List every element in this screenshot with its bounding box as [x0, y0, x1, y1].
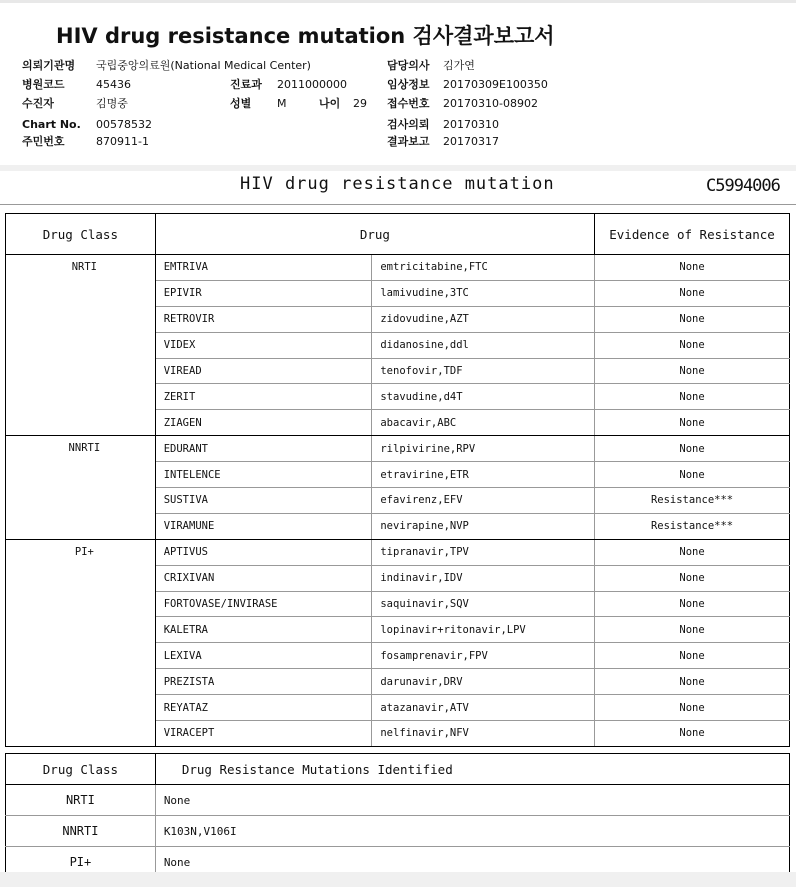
result-label: 결과보고 — [387, 135, 430, 148]
institution-label: 의뢰기관명 — [22, 59, 76, 72]
request-label: 검사의뢰 — [387, 118, 430, 131]
mutation-class-cell: PI+ — [6, 847, 156, 878]
brand-name-cell: VIREAD — [155, 358, 372, 384]
generic-name-cell: lamivudine,3TC — [372, 280, 595, 306]
test-code: C5994006 — [706, 176, 780, 196]
brand-name-cell: INTELENCE — [155, 462, 372, 488]
top-border — [0, 0, 796, 3]
mutation-table-header — [6, 754, 790, 785]
mutation-value-cell: K103N,V106I — [155, 816, 789, 847]
brand-name-cell: PREZISTA — [155, 669, 372, 695]
header-evidence: Evidence of Resistance — [595, 214, 790, 255]
generic-name-cell: darunavir,DRV — [372, 669, 595, 695]
brand-name-cell: VIRAMUNE — [155, 513, 372, 539]
evidence-cell: None — [595, 539, 790, 565]
clinical-value: 20170309E100350 — [443, 78, 548, 91]
evidence-cell: None — [595, 591, 790, 617]
age-value: 29 — [353, 97, 367, 110]
age-row — [319, 97, 367, 111]
generic-name-cell: nevirapine,NVP — [372, 513, 595, 539]
table-row — [6, 785, 790, 816]
generic-name-cell: zidovudine,AZT — [372, 306, 595, 332]
bottom-margin — [0, 872, 796, 887]
sex-value: M — [277, 97, 287, 110]
clinical-label: 임상정보 — [387, 78, 430, 91]
brand-name-cell: ZIAGEN — [155, 410, 372, 436]
sex-label: 성별 — [230, 97, 252, 110]
brand-name-cell: VIRACEPT — [155, 721, 372, 747]
generic-name-cell: saquinavir,SQV — [372, 591, 595, 617]
doctor-row — [387, 59, 475, 73]
generic-name-cell: abacavir,ABC — [372, 410, 595, 436]
request-row — [387, 118, 499, 132]
resident-label: 주민번호 — [22, 135, 65, 148]
evidence-cell: None — [595, 643, 790, 669]
brand-name-cell: CRIXIVAN — [155, 565, 372, 591]
generic-name-cell: tipranavir,TPV — [372, 539, 595, 565]
mutation-class-cell: NNRTI — [6, 816, 156, 847]
evidence-cell: None — [595, 695, 790, 721]
request-value: 20170310 — [443, 118, 499, 131]
brand-name-cell: SUSTIVA — [155, 488, 372, 514]
evidence-cell: Resistance*** — [595, 513, 790, 539]
mutation-value-cell: None — [155, 785, 789, 816]
patient-label: 수진자 — [22, 97, 54, 110]
brand-name-cell: EDURANT — [155, 436, 372, 462]
generic-name-cell: etravirine,ETR — [372, 462, 595, 488]
evidence-cell: None — [595, 721, 790, 747]
doctor-label: 담당의사 — [387, 59, 430, 72]
mutation-header-class: Drug Class — [6, 754, 156, 785]
evidence-cell: None — [595, 255, 790, 281]
brand-name-cell: RETROVIR — [155, 306, 372, 332]
brand-name-cell: KALETRA — [155, 617, 372, 643]
brand-name-cell: ZERIT — [155, 384, 372, 410]
drug-class-cell: NNRTI — [6, 436, 156, 540]
resident-row — [22, 135, 149, 149]
section-divider — [0, 204, 796, 205]
evidence-cell: None — [595, 384, 790, 410]
generic-name-cell: fosamprenavir,FPV — [372, 643, 595, 669]
generic-name-cell: nelfinavir,NFV — [372, 721, 595, 747]
evidence-cell: Resistance*** — [595, 488, 790, 514]
evidence-cell: None — [595, 358, 790, 384]
evidence-cell: None — [595, 669, 790, 695]
receipt-label: 접수번호 — [387, 97, 430, 110]
evidence-cell: None — [595, 462, 790, 488]
brand-name-cell: VIDEX — [155, 332, 372, 358]
brand-name-cell: FORTOVASE/INVIRASE — [155, 591, 372, 617]
patient-row — [22, 97, 128, 111]
receipt-value: 20170310-08902 — [443, 97, 538, 110]
generic-name-cell: rilpivirine,RPV — [372, 436, 595, 462]
age-label: 나이 — [319, 97, 341, 110]
brand-name-cell: LEXIVA — [155, 643, 372, 669]
table-row — [6, 255, 790, 281]
table-row — [6, 539, 790, 565]
generic-name-cell: indinavir,IDV — [372, 565, 595, 591]
drug-table — [5, 213, 790, 747]
generic-name-cell: emtricitabine,FTC — [372, 255, 595, 281]
report-header — [0, 0, 796, 166]
chart-row — [22, 118, 152, 132]
receipt-row — [387, 97, 538, 111]
hospital-code-value: 45436 — [96, 78, 131, 91]
drug-class-cell: NRTI — [6, 255, 156, 436]
brand-name-cell: EMTRIVA — [155, 255, 372, 281]
mutation-value-cell: None — [155, 847, 789, 878]
table-row — [6, 436, 790, 462]
evidence-cell: None — [595, 280, 790, 306]
result-value: 20170317 — [443, 135, 499, 148]
mutation-header-mutations: Drug Resistance Mutations Identified — [155, 754, 789, 785]
chart-value: 00578532 — [96, 118, 152, 131]
generic-name-cell: efavirenz,EFV — [372, 488, 595, 514]
header-drug: Drug — [155, 214, 594, 255]
generic-name-cell: stavudine,d4T — [372, 384, 595, 410]
generic-name-cell: atazanavir,ATV — [372, 695, 595, 721]
evidence-cell: None — [595, 306, 790, 332]
institution-value: 국립중앙의료원(National Medical Center) — [96, 59, 311, 72]
dept-value: 2011000000 — [277, 78, 347, 91]
drug-class-cell: PI+ — [6, 539, 156, 746]
mutation-class-cell: NRTI — [6, 785, 156, 816]
drug-table-header — [6, 214, 790, 255]
patient-value: 김명중 — [96, 97, 128, 110]
report-title: HIV drug resistance mutation 검사결과보고서 — [56, 24, 555, 48]
evidence-cell: None — [595, 617, 790, 643]
table-row — [6, 816, 790, 847]
section-separator — [0, 165, 796, 171]
brand-name-cell: EPIVIR — [155, 280, 372, 306]
sex-row — [230, 97, 287, 111]
resident-value: 870911-1 — [96, 135, 149, 148]
result-row — [387, 135, 499, 149]
generic-name-cell: didanosine,ddl — [372, 332, 595, 358]
evidence-cell: None — [595, 565, 790, 591]
institution-row — [22, 59, 311, 73]
mutation-table — [5, 753, 790, 878]
evidence-cell: None — [595, 436, 790, 462]
generic-name-cell: tenofovir,TDF — [372, 358, 595, 384]
brand-name-cell: APTIVUS — [155, 539, 372, 565]
hospital-code-label: 병원코드 — [22, 78, 65, 91]
header-drug-class: Drug Class — [6, 214, 156, 255]
dept-row — [230, 78, 347, 92]
evidence-cell: None — [595, 410, 790, 436]
section-title: HIV drug resistance mutation — [240, 174, 555, 194]
chart-label: Chart No. — [22, 118, 81, 131]
doctor-value: 김가연 — [443, 59, 475, 72]
evidence-cell: None — [595, 332, 790, 358]
dept-label: 진료과 — [230, 78, 262, 91]
hospital-code-row — [22, 78, 131, 92]
clinical-row — [387, 78, 548, 92]
generic-name-cell: lopinavir+ritonavir,LPV — [372, 617, 595, 643]
brand-name-cell: REYATAZ — [155, 695, 372, 721]
